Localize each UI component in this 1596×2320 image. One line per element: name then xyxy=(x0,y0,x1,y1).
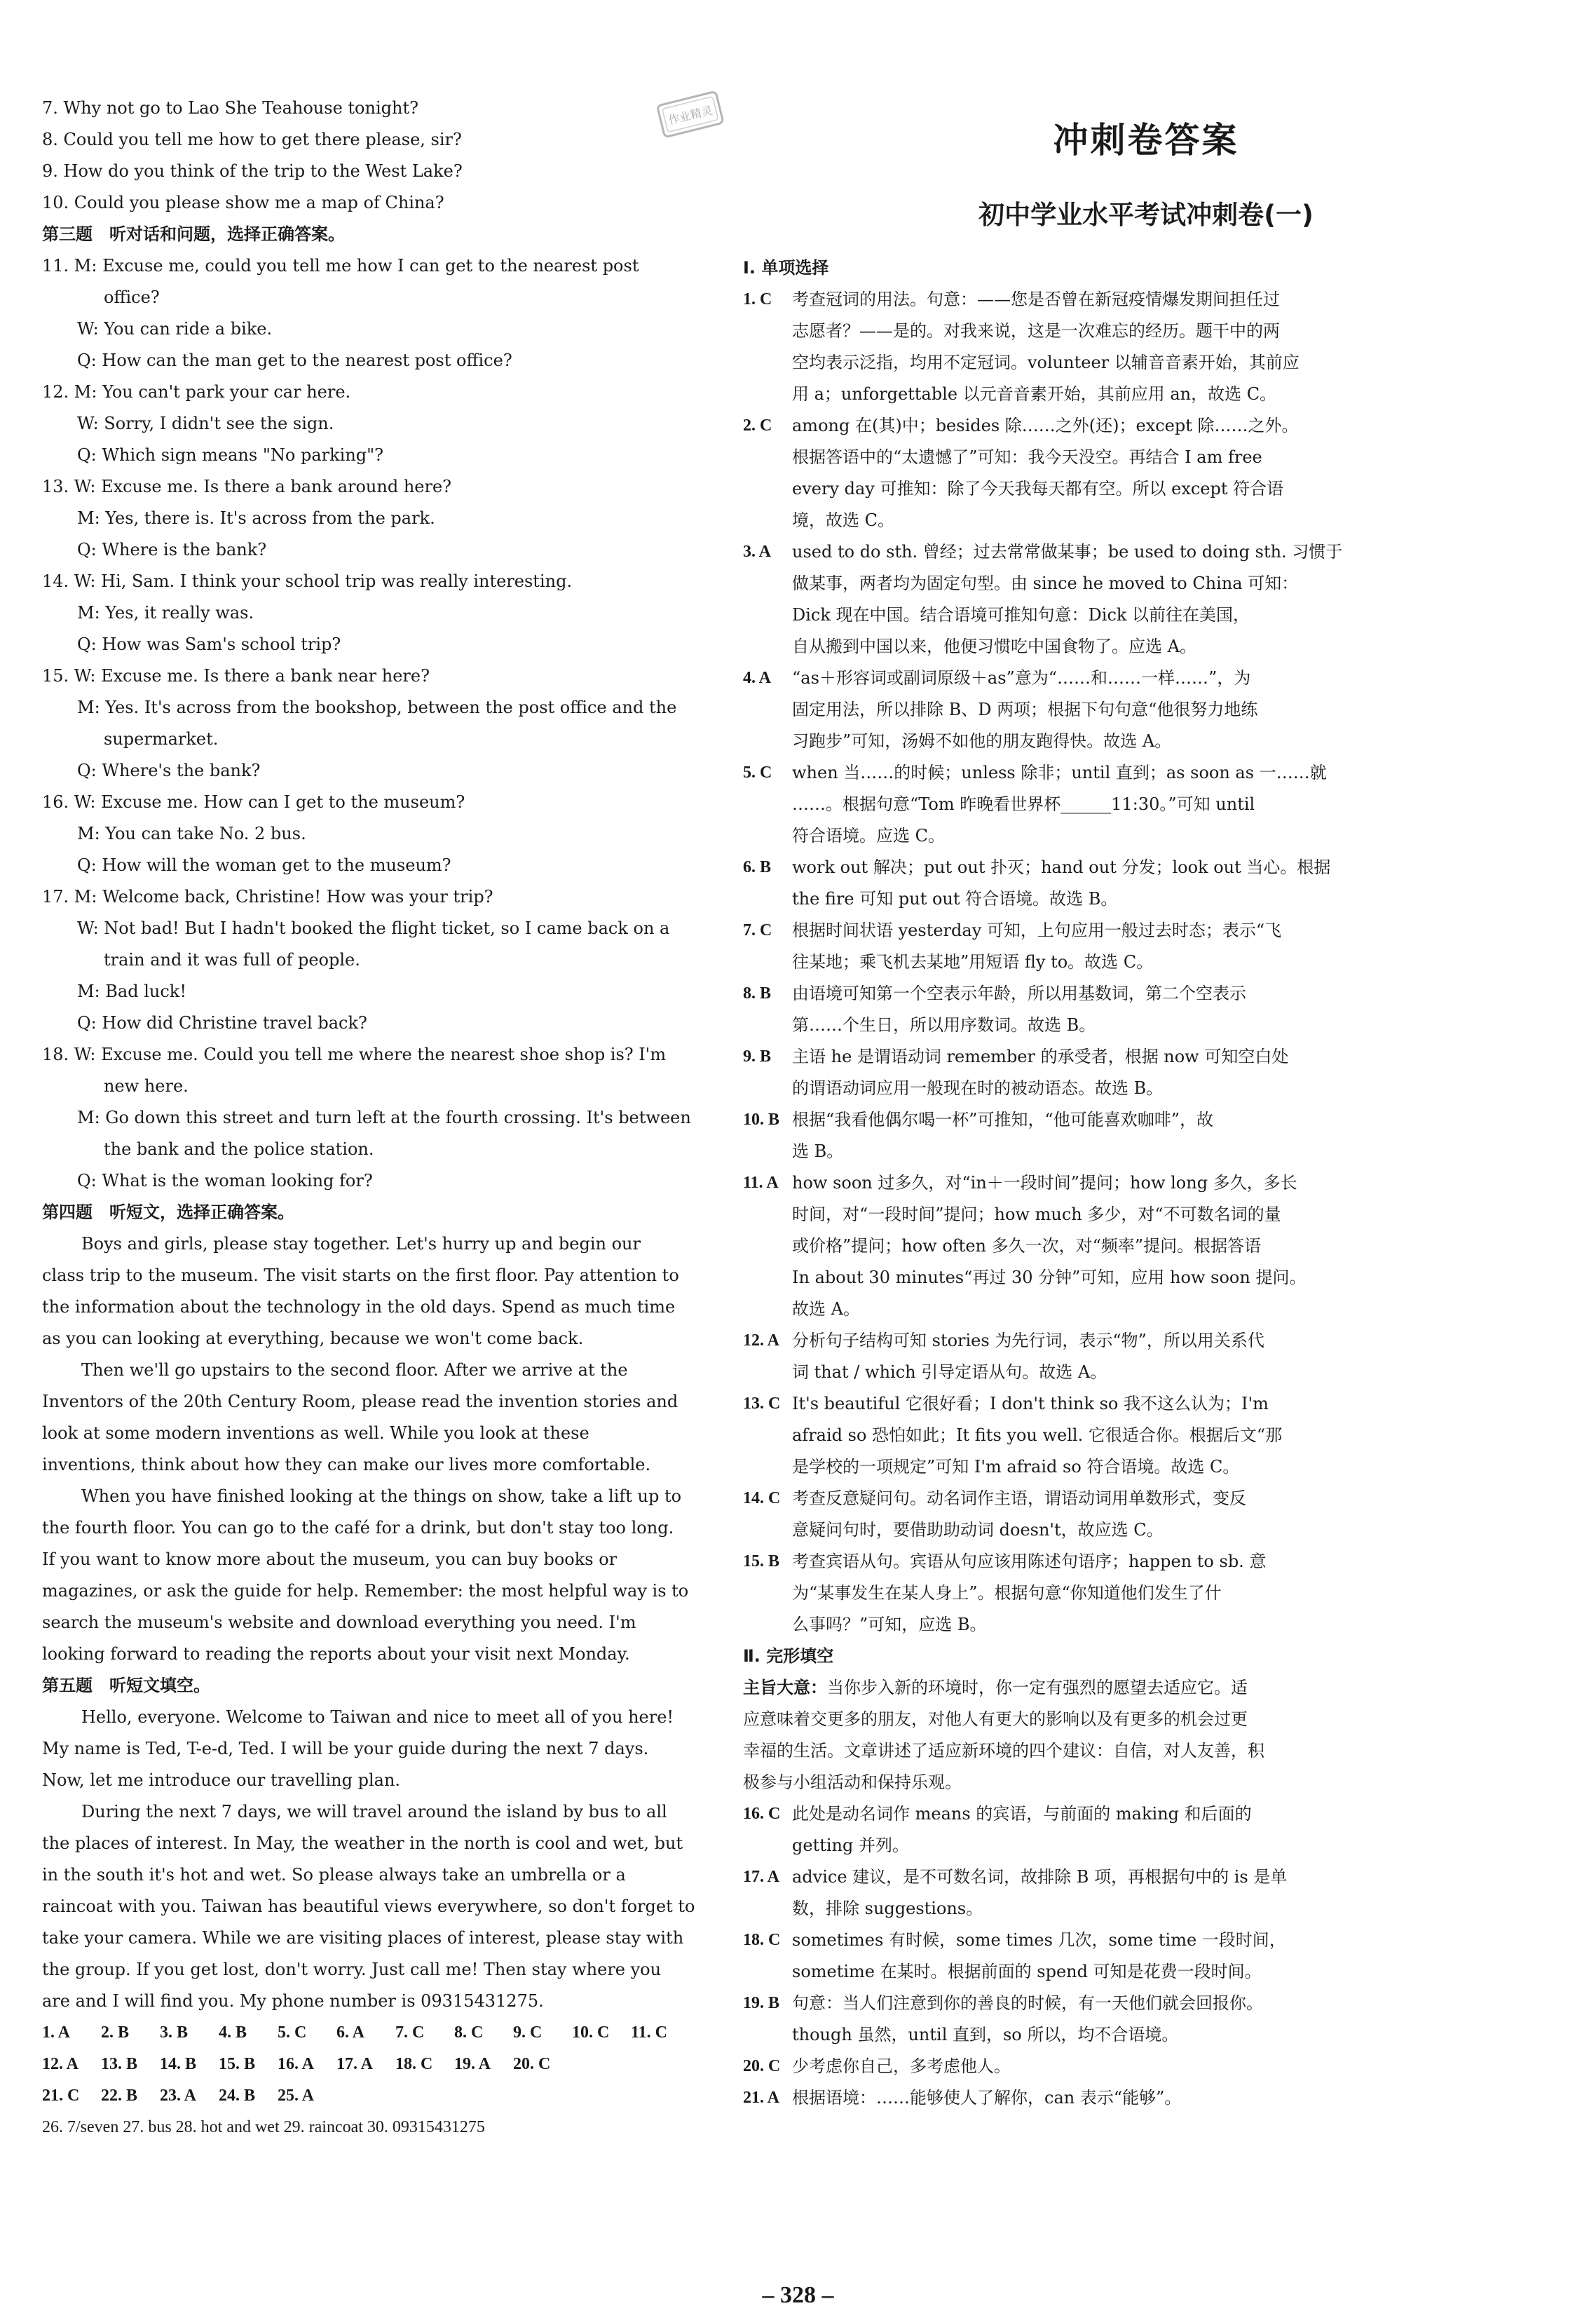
explanation-line: getting 并列。 xyxy=(792,1836,909,1855)
answer-key: 14. B xyxy=(160,2055,197,2073)
explanation-line: 符合语境。应选 C。 xyxy=(792,826,945,846)
answer-explanation xyxy=(792,663,1549,757)
dialog-line: M: Yes, it really was. xyxy=(77,603,254,623)
dialog-line: 18. W: Excuse me. Could you tell me where the nearest shoe shop is? I'm xyxy=(42,1045,667,1064)
passage-line: Inventors of the 20th Century Room, please read the invention stories and xyxy=(42,1392,678,1411)
answer-explanation xyxy=(792,1104,1549,1167)
section-3-title: 第三题 听对话和问题，选择正确答案。 xyxy=(42,224,345,244)
dialog-line: W: You can ride a bike. xyxy=(77,319,273,339)
dialog-line: 15. W: Excuse me. Is there a bank near here? xyxy=(42,666,430,686)
section-single-choice-title: Ⅰ. 单项选择 xyxy=(743,258,829,278)
answer-number: 17. A xyxy=(743,1868,780,1886)
answer-key: 22. B xyxy=(101,2087,138,2105)
explanation-line: 空均表示泛指，均用不定冠词。volunteer 以辅音音素开始，其前应 xyxy=(792,353,1300,372)
answer-number: 16. C xyxy=(743,1805,781,1823)
answer-key-row xyxy=(42,2080,705,2112)
answer-item xyxy=(743,1104,1549,1167)
dialog-line: 11. M: Excuse me, could you tell me how I can get to the nearest post xyxy=(42,256,639,276)
answer-key: 17. A xyxy=(336,2055,374,2073)
explanation-line: 为“某事发生在某人身上”。根据句意“你知道他们发生了什 xyxy=(792,1583,1222,1603)
answer-key: 1. A xyxy=(42,2023,71,2042)
explanation-line: used to do sth. 曾经；过去常常做某事；be used to doing sth. 习惯于 xyxy=(792,542,1343,562)
answer-explanation xyxy=(792,915,1549,978)
answer-explanation xyxy=(792,284,1549,410)
listening-lines-top xyxy=(42,93,705,219)
explanation-line: how soon 过多久，对“in＋一段时间”提问；how long 多久，多长 xyxy=(792,1173,1297,1193)
answer-explanation xyxy=(792,2051,1549,2082)
answer-item xyxy=(743,1388,1549,1483)
answer-number: 1. C xyxy=(743,290,772,308)
explanation-line: sometime 在某时。根据前面的 spend 可知是花费一段时间。 xyxy=(792,1962,1262,1981)
answer-explanation xyxy=(792,978,1549,1041)
explanation-line: 么事吗？”可知，应选 B。 xyxy=(792,1615,987,1634)
answer-key: 15. B xyxy=(219,2055,256,2073)
explanation-line: 或价格”提问；how often 多久一次，对“频率”提问。根据答语 xyxy=(792,1236,1262,1256)
answer-explanation xyxy=(792,757,1549,852)
summary-text: 幸福的生活。文章讲述了适应新环境的四个建议：自信，对人友善，积 xyxy=(743,1741,1264,1761)
answer-item xyxy=(743,1167,1549,1325)
listening-line: 7. Why not go to Lao She Teahouse tonight? xyxy=(42,98,418,118)
explanation-line: afraid so 恐怕如此；It fits you well. 它很适合你。根据后文“那 xyxy=(792,1425,1283,1445)
explanation-line: work out 解决；put out 扑灭；hand out 分发；look out 当心。根据 xyxy=(792,857,1331,877)
explanation-line: In about 30 minutes“再过 30 分钟”可知，应用 how soon 提问。 xyxy=(792,1268,1307,1287)
answer-key: 13. B xyxy=(101,2055,138,2073)
summary-label: 主旨大意： xyxy=(743,1678,827,1697)
explanation-line: 考查反意疑问句。动名词作主语，谓语动词用单数形式，变反 xyxy=(792,1488,1246,1508)
passage-line: in the south it's hot and wet. So please always take an umbrella or a xyxy=(42,1865,626,1885)
dialog-line: 13. W: Excuse me. Is there a bank around here? xyxy=(42,477,452,496)
answer-key: 12. A xyxy=(42,2055,79,2073)
answer-key: 8. C xyxy=(454,2023,484,2042)
answer-item xyxy=(743,663,1549,757)
passage-line: If you want to know more about the museum, you can buy books or xyxy=(42,1549,618,1569)
exam-subtitle: 初中学业水平考试冲刺卷(一) xyxy=(978,200,1314,230)
page-number: – 328 – xyxy=(762,2282,834,2308)
explanation-line: 用 a；unforgettable 以元音音素开始，其前应用 an，故选 C。 xyxy=(792,384,1277,404)
dialog-line: M: You can take No. 2 bus. xyxy=(77,824,306,843)
passage-line: look at some modern inventions as well. While you look at these xyxy=(42,1423,589,1443)
answer-number: 11. A xyxy=(743,1174,779,1192)
dialog-line: 12. M: You can't park your car here. xyxy=(42,382,351,402)
answer-number: 5. C xyxy=(743,764,772,782)
answer-key-row xyxy=(42,2049,705,2080)
section-5-title: 第五题 听短文填空。 xyxy=(42,1676,210,1695)
explanation-line: 此处是动名词作 means 的宾语，与前面的 making 和后面的 xyxy=(792,1804,1252,1824)
answer-number: 8. B xyxy=(743,984,772,1003)
answer-item xyxy=(743,1325,1549,1388)
passage-line: the fourth floor. You can go to the café for a drink, but don't stay too long. xyxy=(42,1518,674,1538)
answer-key-fill-in: 26. 7/seven 27. bus 28. hot and wet 29. raincoat 30. 09315431275 xyxy=(42,2118,485,2136)
explanation-line: sometimes 有时候，some times 几次，some time 一段时间， xyxy=(792,1930,1286,1950)
svg-text:作业精灵: 作业精灵 xyxy=(667,103,714,128)
explanation-line: 根据“我看他偶尔喝一杯”可推知，“他可能喜欢咖啡”，故 xyxy=(792,1110,1214,1130)
answer-explanation xyxy=(792,536,1549,663)
answer-item xyxy=(743,2051,1549,2082)
dialog-line: W: Sorry, I didn't see the sign. xyxy=(77,414,334,433)
answer-number: 19. B xyxy=(743,1994,780,2012)
answer-item xyxy=(743,1798,1549,1861)
passage-line: are and I will find you. My phone number is 09315431275. xyxy=(42,1991,544,2011)
cloze-answers xyxy=(743,1798,1549,2114)
listening-line: 8. Could you tell me how to get there please, sir? xyxy=(42,130,462,149)
answer-key: 4. B xyxy=(219,2023,247,2042)
explanation-line: 词 that / which 引导定语从句。故选 A。 xyxy=(792,1362,1107,1382)
answer-explanation xyxy=(792,1325,1549,1388)
explanation-line: “as＋形容词或副词原级＋as”意为“……和……一样……”，为 xyxy=(792,668,1251,688)
right-column xyxy=(743,119,1549,2114)
dialog-line: W: Not bad! But I hadn't booked the flight ticket, so I came back on a xyxy=(77,918,670,938)
answer-number: 12. A xyxy=(743,1331,780,1350)
explanation-line: when 当……的时候；unless 除非；until 直到；as soon as 一……就 xyxy=(792,763,1327,782)
answer-key: 23. A xyxy=(160,2087,197,2105)
explanation-line: 主语 he 是谓语动词 remember 的承受者，根据 now 可知空白处 xyxy=(792,1047,1289,1066)
answer-number: 7. C xyxy=(743,921,772,939)
summary-text: 极参与小组活动和保持乐观。 xyxy=(743,1772,962,1792)
explanation-line: 选 B。 xyxy=(792,1141,844,1161)
explanation-line: It's beautiful 它很好看；I don't think so 我不这么认为；I'm xyxy=(792,1394,1269,1413)
dialog-line: train and it was full of people. xyxy=(104,950,360,970)
left-column xyxy=(42,93,705,2143)
passage-line: the information about the technology in the old days. Spend as much time xyxy=(42,1297,676,1317)
answer-item xyxy=(743,1861,1549,1925)
dialog-line: supermarket. xyxy=(104,729,219,749)
answer-number: 20. C xyxy=(743,2057,781,2075)
explanation-line: 分析句子结构可知 stories 为先行词，表示“物”，所以用关系代 xyxy=(792,1331,1264,1350)
answer-item xyxy=(743,1041,1549,1104)
answer-key: 18. C xyxy=(395,2055,433,2073)
explanation-line: advice 建议，是不可数名词，故排除 B 项，再根据句中的 is 是单 xyxy=(792,1867,1288,1887)
answer-item xyxy=(743,1483,1549,1546)
dialog-line: Q: How will the woman get to the museum? xyxy=(77,855,451,875)
passage-line: take your camera. While we are visiting places of interest, please stay with xyxy=(42,1928,684,1948)
dialog-line: Q: Where's the bank? xyxy=(77,761,261,780)
answer-key: 6. A xyxy=(336,2023,365,2042)
section-cloze-title: Ⅱ. 完形填空 xyxy=(743,1646,834,1666)
answer-item xyxy=(743,915,1549,978)
explanation-line: 考查冠词的用法。句意：——您是否曾在新冠疫情爆发期间担任过 xyxy=(792,290,1280,309)
listening-line: 10. Could you please show me a map of China? xyxy=(42,193,444,212)
answer-key: 10. C xyxy=(572,2023,610,2042)
explanation-line: the fire 可知 put out 符合语境。故选 B。 xyxy=(792,889,1118,909)
answer-number: 2. C xyxy=(743,416,772,435)
answer-item xyxy=(743,1546,1549,1641)
passage-line: Hello, everyone. Welcome to Taiwan and nice to meet all of you here! xyxy=(81,1707,674,1727)
dialog-line: Q: Where is the bank? xyxy=(77,540,267,559)
explanation-line: 往某地；乘飞机去某地”用短语 fly to。故选 C。 xyxy=(792,952,1154,972)
answer-number: 4. A xyxy=(743,669,772,687)
explanation-line: 根据时间状语 yesterday 可知，上句应用一般过去时态；表示“飞 xyxy=(792,921,1282,940)
passage-line: raincoat with you. Taiwan has beautiful views everywhere, so don't forget to xyxy=(42,1897,695,1916)
answer-explanation xyxy=(792,1041,1549,1104)
explanation-line: 境，故选 C。 xyxy=(792,510,894,530)
explanation-line: 根据语境：……能够使人了解你，can 表示“能够”。 xyxy=(792,2088,1182,2108)
answer-key: 11. C xyxy=(631,2023,668,2042)
summary-block xyxy=(743,1672,1549,1798)
answer-item xyxy=(743,1925,1549,1988)
explanation-line: 自从搬到中国以来，他便习惯吃中国食物了。应选 A。 xyxy=(792,637,1196,656)
answer-key: 9. C xyxy=(513,2023,543,2042)
dialog-line: Q: Which sign means "No parking"? xyxy=(77,445,384,465)
answer-key: 21. C xyxy=(42,2087,80,2105)
answer-number: 15. B xyxy=(743,1552,780,1571)
answer-number: 14. C xyxy=(743,1489,781,1507)
passage-line: search the museum's website and download everything you need. I'm xyxy=(42,1613,636,1632)
answer-item xyxy=(743,852,1549,915)
answer-item xyxy=(743,978,1549,1041)
answer-key-row xyxy=(42,2017,705,2049)
explanation-line: though 虽然，until 直到，so 所以，均不合语境。 xyxy=(792,2025,1179,2044)
explanation-line: 由语境可知第一个空表示年龄，所以用基数词，第二个空表示 xyxy=(792,984,1246,1003)
explanation-line: 做某事，两者均为固定句型。由 since he moved to China 可知： xyxy=(792,574,1299,593)
answer-explanation xyxy=(792,1798,1549,1861)
explanation-line: 的谓语动词应用一般现在时的被动语态。故选 B。 xyxy=(792,1078,1164,1098)
passage-taiwan xyxy=(42,1702,705,2017)
explanation-line: 句意：当人们注意到你的善良的时候，有一天他们就会回报你。 xyxy=(792,1993,1263,2013)
explanation-line: ……。根据句意“Tom 昨晚看世界杯______11:30。”可知 until xyxy=(792,794,1255,814)
explanation-line: 习跑步”可知，汤姆不如他的朋友跑得快。故选 A。 xyxy=(792,731,1172,751)
explanation-line: 是学校的一项规定”可知 I'm afraid so 符合语境。故选 C。 xyxy=(792,1457,1240,1477)
explanation-line: 数，排除 suggestions。 xyxy=(792,1899,983,1918)
explanation-line: 意疑问句时，要借助助动词 doesn't，故应选 C。 xyxy=(792,1520,1164,1540)
answer-key: 3. B xyxy=(160,2023,189,2042)
answer-explanation xyxy=(792,2082,1549,2114)
answer-item xyxy=(743,757,1549,852)
explanation-line: 考查宾语从句。宾语从句应该用陈述句语序；happen to sb. 意 xyxy=(792,1552,1267,1571)
explanation-line: 志愿者？——是的。对我来说，这是一次难忘的经历。题干中的两 xyxy=(792,321,1280,341)
dialog-line: Q: How did Christine travel back? xyxy=(77,1013,367,1033)
passage-line: During the next 7 days, we will travel around the island by bus to all xyxy=(81,1802,667,1822)
passage-line: as you can looking at everything, because we won't come back. xyxy=(42,1329,584,1348)
summary-text: 当你步入新的环境时，你一定有强烈的愿望去适应它。适 xyxy=(827,1678,1248,1697)
answer-key: 16. A xyxy=(278,2055,315,2073)
explanation-line: 故选 A。 xyxy=(792,1299,860,1319)
explanation-line: 少考虑你自己，多考虑他人。 xyxy=(792,2056,1011,2076)
passage-museum xyxy=(42,1228,705,1670)
dialog-line: office? xyxy=(104,287,160,307)
dialog-line: Q: How can the man get to the nearest post office? xyxy=(77,351,512,370)
explanation-line: 时间，对“一段时间”提问；how much 多少，对“不可数名词的量 xyxy=(792,1205,1281,1224)
answer-key: 7. C xyxy=(395,2023,425,2042)
dialog-line: M: Yes. It's across from the bookshop, between the post office and the xyxy=(77,698,677,717)
answer-number: 18. C xyxy=(743,1931,781,1949)
passage-line: the group. If you get lost, don't worry. Just call me! Then stay where you xyxy=(42,1960,662,1979)
answer-key: 20. C xyxy=(513,2055,551,2073)
answer-explanation xyxy=(792,1483,1549,1546)
passage-line: inventions, think about how they can make our lives more comfortable. xyxy=(42,1455,651,1474)
answer-explanation xyxy=(792,1546,1549,1641)
answer-key: 24. B xyxy=(219,2087,256,2105)
explanation-line: 第……个生日，所以用序数词。故选 B。 xyxy=(792,1015,1096,1035)
answer-number: 10. B xyxy=(743,1111,780,1129)
answer-explanation xyxy=(792,1388,1549,1483)
answer-explanation xyxy=(792,1925,1549,1988)
dialog-line: M: Go down this street and turn left at the fourth crossing. It's between xyxy=(77,1108,691,1127)
answer-item xyxy=(743,1988,1549,2051)
passage-line: When you have finished looking at the things on show, take a lift up to xyxy=(81,1486,682,1506)
answer-item xyxy=(743,284,1549,410)
passage-line: My name is Ted, T-e-d, Ted. I will be your guide during the next 7 days. xyxy=(42,1739,649,1758)
explanation-line: among 在(其)中；besides 除……之外(还)；except 除……之外。 xyxy=(792,416,1299,435)
passage-line: the places of interest. In May, the weather in the north is cool and wet, but xyxy=(42,1833,683,1853)
dialog-line: 16. W: Excuse me. How can I get to the museum? xyxy=(42,792,465,812)
answer-key: 5. C xyxy=(278,2023,307,2042)
single-choice-answers xyxy=(743,284,1549,1641)
answer-key: 25. A xyxy=(278,2087,315,2105)
answer-explanation xyxy=(792,1861,1549,1925)
answer-number: 6. B xyxy=(743,858,772,876)
listening-line: 9. How do you think of the trip to the West Lake? xyxy=(42,161,463,181)
dialog-line: M: Yes, there is. It's across from the park. xyxy=(77,508,435,528)
answer-item xyxy=(743,410,1549,536)
answer-explanation xyxy=(792,852,1549,915)
explanation-line: Dick 现在中国。结合语境可推知句意：Dick 以前往在美国， xyxy=(792,605,1250,625)
passage-line: class trip to the museum. The visit starts on the first floor. Pay attention to xyxy=(42,1266,679,1285)
passage-line: Boys and girls, please stay together. Let's hurry up and begin our xyxy=(81,1234,641,1254)
explanation-line: 根据答语中的“太遗憾了”可知：我今天没空。再结合 I am free xyxy=(792,447,1262,467)
answer-item xyxy=(743,2082,1549,2114)
page-title: 冲刺卷答案 xyxy=(1053,120,1239,161)
answer-number: 3. A xyxy=(743,543,772,561)
explanation-line: 固定用法，所以排除 B、D 两项；根据下句句意“他很努力地练 xyxy=(792,700,1258,719)
answer-number: 13. C xyxy=(743,1395,781,1413)
passage-line: Then we'll go upstairs to the second floor. After we arrive at the xyxy=(81,1360,628,1380)
answer-item xyxy=(743,536,1549,663)
dialog-line: M: Bad luck! xyxy=(77,982,186,1001)
dialog-list xyxy=(42,250,705,1197)
dialog-line: the bank and the police station. xyxy=(104,1139,374,1159)
passage-line: magazines, or ask the guide for help. Remember: the most helpful way is to xyxy=(42,1581,689,1601)
dialog-line: 17. M: Welcome back, Christine! How was your trip? xyxy=(42,887,493,907)
dialog-line: Q: How was Sam's school trip? xyxy=(77,635,341,654)
dialog-line: Q: What is the woman looking for? xyxy=(77,1171,373,1190)
answer-key: 19. A xyxy=(454,2055,491,2073)
dialog-line: 14. W: Hi, Sam. I think your school trip was really interesting. xyxy=(42,571,573,591)
section-4-title: 第四题 听短文，选择正确答案。 xyxy=(42,1202,294,1222)
answer-explanation xyxy=(792,1167,1549,1325)
answer-explanation xyxy=(792,1988,1549,2051)
passage-line: Now, let me introduce our travelling plan. xyxy=(42,1770,401,1790)
answer-number: 21. A xyxy=(743,2089,780,2107)
answer-key: 2. B xyxy=(101,2023,130,2042)
answer-number: 9. B xyxy=(743,1047,772,1066)
dialog-line: new here. xyxy=(104,1076,189,1096)
summary-text: 应意味着交更多的朋友，对他人有更大的影响以及有更多的机会过更 xyxy=(743,1709,1248,1729)
passage-line: looking forward to reading the reports about your visit next Monday. xyxy=(42,1644,630,1664)
explanation-line: every day 可推知：除了今天我每天都有空。所以 except 符合语 xyxy=(792,479,1284,498)
answer-explanation xyxy=(792,410,1549,536)
